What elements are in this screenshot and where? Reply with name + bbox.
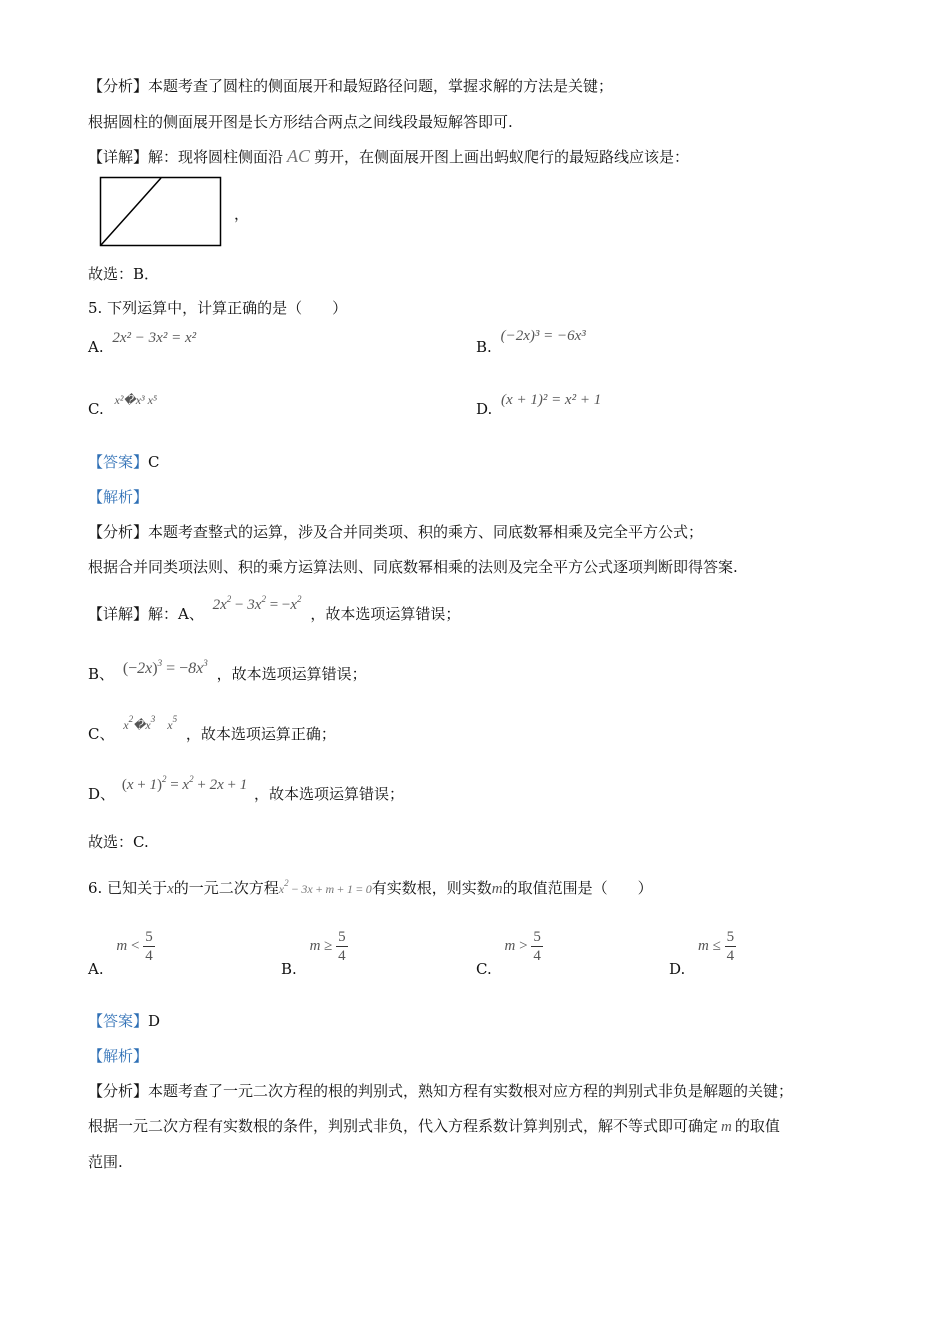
q5-step-d-tail: ，故本选项运算错误； [253, 785, 404, 803]
q6-option-a-label: A. [88, 959, 104, 978]
q5-answer-tag: 【答案】 [88, 453, 149, 471]
q6-stem-m: m [491, 881, 503, 897]
q5-option-a-math: 2x² − 3x² = x² [112, 330, 197, 346]
q6-method-b: 的取值 [734, 1117, 780, 1135]
q6-option-c-label: C. [476, 959, 492, 978]
q4-detail-math: AC [287, 146, 311, 166]
q6-method-a: 根据一元二次方程有实数根的条件，判别式非负，代入方程系数计算判别式，解不等式即可确定 [88, 1117, 719, 1135]
shortest-path-line [101, 178, 161, 245]
q4-analysis: 【分析】本题考查了圆柱的侧面展开和最短路径问题，掌握求解的方法是关键； [88, 77, 614, 95]
q6-explain-tag: 【解析】 [88, 1047, 149, 1065]
q6-answer [88, 1011, 160, 1031]
q6-answer-value: D [148, 1012, 161, 1030]
q6-option-c-math: m > $\frac{5}{4}$ [504, 929, 541, 964]
q6-option-d-math: m ≤ $\frac{5}{4}$ [698, 929, 735, 964]
q6-stem-d: 的取值范围是（ ） [502, 879, 653, 897]
q5-stem: 5. 下列运算中，计算正确的是（ ） [88, 299, 348, 317]
q4-conclusion: 故选：B． [88, 265, 160, 283]
q6-option-b-label: B. [281, 959, 297, 978]
q5-option-b-math: (−2x)³ = −6x³ [500, 328, 586, 344]
q5-option-c-math: x²�x³ x⁵ [114, 393, 158, 407]
net-rectangle [101, 178, 221, 246]
q5-option-d-label: D. [476, 400, 493, 418]
q5-method: 根据合并同类项法则、积的乘方运算法则、同底数幂相乘的法则及完全平方公式逐项判断即得答案. [88, 558, 738, 576]
q6-option-a [88, 928, 155, 978]
q5-option-b [476, 328, 586, 357]
q6-option-d [669, 928, 736, 978]
q6-option-a-math: m < $\frac{5}{4}$ [116, 929, 153, 964]
q5-answer-value: C [148, 453, 160, 471]
q4-detail [88, 146, 689, 167]
q5-step-d-label: D、 [88, 785, 116, 803]
q5-step-b-math: $(-2x)^3 = -8x^3$ [122, 658, 208, 677]
q5-option-c-label: C. [88, 400, 104, 418]
q5-step-c-tail: ，故本选项运算正确； [185, 725, 336, 743]
q5-option-d [476, 392, 602, 419]
q6-option-d-label: D. [669, 959, 686, 978]
q6-stem [88, 878, 653, 899]
q6-stem-b: 的一元二次方程 [173, 879, 279, 897]
q5-step-b-tail: ，故本选项运算错误； [216, 665, 367, 683]
q5-step-a [88, 594, 461, 625]
q5-option-b-label: B. [476, 338, 492, 356]
q6-stem-a: 6. 已知关于 [88, 879, 168, 897]
q4-method: 根据圆柱的侧面展开图是长方形结合两点之间线段最短解答即可. [88, 113, 513, 131]
q5-step-c-label: C、 [88, 725, 115, 743]
q6-option-b-math: m ≥ $\frac{5}{4}$ [309, 929, 346, 964]
q6-method-m: m [721, 1119, 732, 1135]
q5-step-d-math: $(x + 1)^2 = x^2 + 2x + 1$ [121, 774, 248, 793]
q6-method [88, 1116, 780, 1137]
q6-option-b [281, 928, 348, 978]
q5-step-c-math: x2�x3 x5 [123, 714, 178, 732]
q5-answer [88, 452, 160, 472]
q5-analysis: 【分析】本题考查整式的运算，涉及合并同类项、积的乘方、同底数幂相乘及完全平方公式； [88, 523, 704, 541]
q5-step-b [88, 658, 367, 685]
q4-comma: ， [234, 205, 250, 223]
q5-option-a [88, 330, 197, 357]
q5-option-c [88, 393, 158, 418]
q6-stem-var: x [167, 881, 174, 897]
q6-stem-c: 有实数根，则实数 [371, 879, 492, 897]
q6-option-c [476, 928, 543, 978]
q5-step-c [88, 714, 336, 745]
q4-detail-tail: 剪开，在侧面展开图上画出蚂蚁爬行的最短路线应该是： [314, 148, 690, 166]
q6-equation: $x^2 - 3x + m + 1 = 0$ [278, 878, 372, 896]
q5-option-a-label: A. [88, 338, 104, 356]
q5-step-a-tail: ，故本选项运算错误； [310, 605, 461, 623]
q5-step-b-label: B、 [88, 665, 115, 683]
q5-detail-head: 【详解】解：A、 [88, 605, 204, 623]
q6-method-c: 范围. [88, 1153, 123, 1171]
q6-analysis: 【分析】本题考查了一元二次方程的根的判别式，熟知方程有实数根对应方程的判别式非负是解题的关键； [88, 1082, 794, 1100]
q5-conclusion: 故选：C. [88, 833, 149, 851]
q5-option-d-math: (x + 1)² = x² + 1 [501, 392, 602, 408]
q5-step-d [88, 774, 404, 805]
cylinder-net-diagram [99, 176, 223, 248]
q6-answer-tag: 【答案】 [88, 1012, 149, 1030]
q4-detail-head: 【详解】解：现将圆柱侧面沿 [88, 148, 284, 166]
q5-explain-tag: 【解析】 [88, 488, 149, 506]
q5-step-a-math: $2x^2 - 3x^2 = -x^2$ [212, 594, 302, 613]
